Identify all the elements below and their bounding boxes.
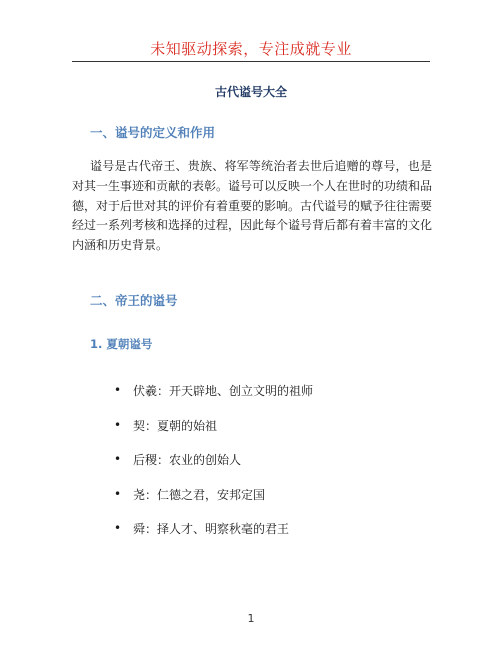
list-item bbox=[0, 486, 502, 521]
list-item-text: 尧：仁德之君，安邦定国 bbox=[133, 487, 266, 502]
list-item-text: 契：夏朝的始祖 bbox=[133, 418, 218, 433]
list-item bbox=[0, 520, 502, 555]
definition-paragraph: 谥号是古代帝王、贵族、将军等统治者去世后追赠的尊号，也是对其一生事迹和贡献的表彰。谥号可以反映一个人在世时的功绩和品德，对于后世对其的评价有着重要的影响。古代谥号的赋予往往需要经过一系列考核和选择的过程，因此每个谥号背后都有着丰富的文化内涵和历史背景。 bbox=[72, 159, 433, 253]
bullet-icon: • bbox=[114, 452, 122, 466]
list-item-text: 伏羲：开天辟地、创立文明的祖师 bbox=[133, 384, 314, 398]
document-title: 古代谥号大全 bbox=[214, 85, 287, 99]
bullet-icon: • bbox=[114, 486, 122, 501]
page-number: 1 bbox=[247, 612, 255, 625]
list-item bbox=[0, 417, 502, 452]
header-divider bbox=[72, 61, 430, 62]
list-item-text: 后稷：农业的创始人 bbox=[133, 453, 242, 467]
bullet-icon: • bbox=[114, 383, 122, 397]
bullet-icon: • bbox=[114, 521, 122, 535]
list-item-text: 舜：择人才、明察秋毫的君王 bbox=[133, 522, 290, 536]
subsection-heading-xia: 1. 夏朝谥号 bbox=[90, 337, 153, 351]
section-heading-definition: 一、谥号的定义和作用 bbox=[90, 125, 216, 140]
bullet-icon: • bbox=[114, 417, 122, 432]
xia-posthumous-name-list bbox=[0, 382, 502, 555]
list-item bbox=[0, 382, 502, 417]
section-heading-emperors: 二、帝王的谥号 bbox=[90, 293, 178, 308]
list-item bbox=[0, 451, 502, 486]
header-banner: 未知驱动探索，专注成就专业 bbox=[150, 40, 352, 58]
